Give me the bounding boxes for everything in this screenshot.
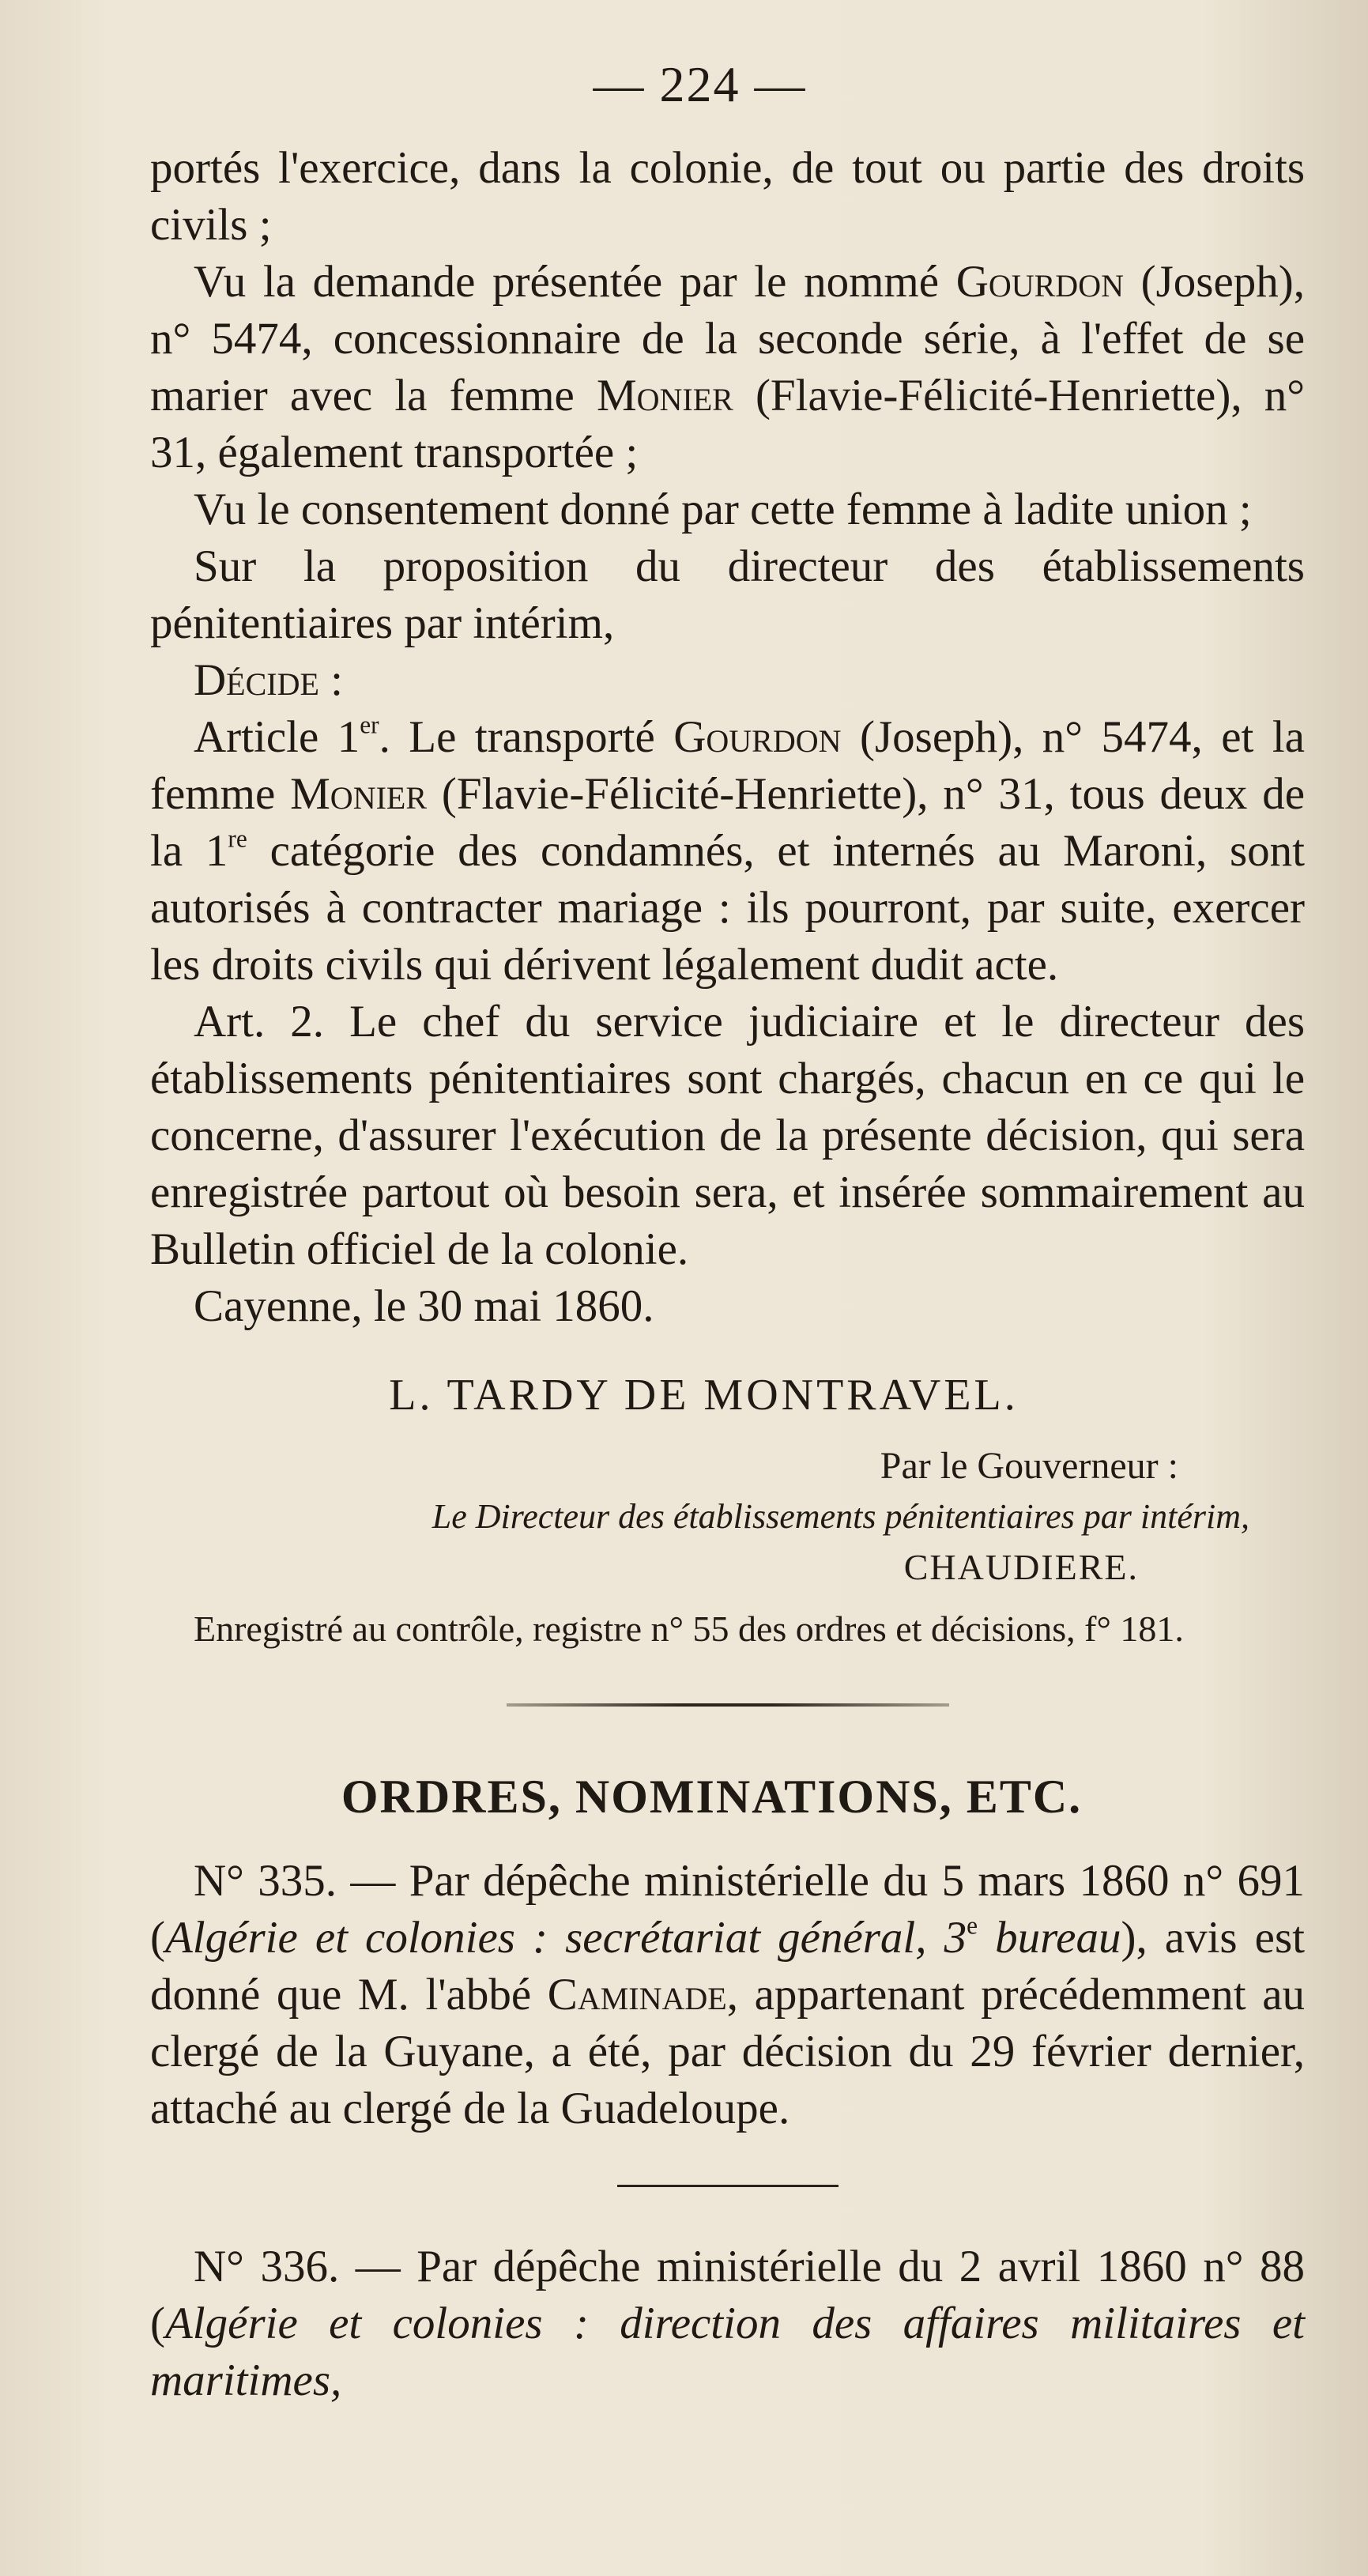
paragraph-continuation: portés l'exercice, dans la colonie, de tout ou partie des droits civils ; [150, 143, 1305, 250]
entry-335: N° 335. — Par dépêche ministérielle du 5 mars 1860 n° 691 (Algérie et colonies : secrétariat général, 3e bureau), avis est donné que M. l'abbé Caminade, appartenant précédemment au clergé de la Guyane, a été, par décision du 29 février dernier, attaché au clergé de la Guadeloupe. [150, 1856, 1306, 2133]
surname-gourdon: Gourdon [955, 257, 1124, 307]
surname-caminade: Caminade [547, 1970, 727, 2020]
date-line: Cayenne, le 30 mai 1860. [194, 1281, 654, 1331]
section-divider [507, 1703, 949, 1707]
par-le-gouverneur: Par le Gouverneur : [880, 1445, 1178, 1487]
section-heading: ORDRES, NOMINATIONS, ETC. [341, 1771, 1083, 1823]
director-title: Le Directeur des établissements pénitentiaires par intérim, [432, 1497, 1249, 1536]
surname-monier: Monier [290, 769, 428, 819]
registration-note: Enregistré au contrôle, registre n° 55 des ordres et décisions, f° 181. [194, 1609, 1184, 1649]
article-1: Article 1er. Le transporté Gourdon (Joseph), n° 5474, et la femme Monier (Flavie-Félicité-Henriette), n° 31, tous deux de la 1re catégorie des condamnés, et internés au Maroni, sont autorisés à contracter mariage : ils pourront, par suite, exercer les droits civils qui dérivent légalement dudit acte. [150, 711, 1305, 990]
paragraph-proposition: Sur la proposition du directeur des établissements pénitentiaires par intérim, [150, 541, 1305, 648]
page-number: — 224 — [593, 56, 807, 112]
decide-heading: Décide : [194, 655, 344, 705]
paragraph-vu-consentement: Vu le consentement donné par cette femme à ladite union ; [194, 485, 1252, 534]
director-name: CHAUDIERE. [903, 1547, 1139, 1587]
entry-336: N° 336. — Par dépêche ministérielle du 2 avril 1860 n° 88 (Algérie et colonies : direction des affaires militaires et maritimes, [150, 2242, 1305, 2405]
governor-signature: L. TARDY DE MONTRAVEL. [389, 1371, 1019, 1420]
surname-monier: Monier [596, 371, 733, 421]
surname-gourdon: Gourdon [673, 712, 842, 762]
article-2: Art. 2. Le chef du service judiciaire et le directeur des établissements pénitentiaires sont chargés, chacun en ce qui le concerne, d'assurer l'exécution de la présente décision, qui sera enregistrée partout où besoin sera, et insérée sommairement au Bulletin officiel de la colonie. [150, 997, 1305, 1274]
paragraph-vu-demande: Vu la demande présentée par le nommé Gourdon (Joseph), n° 5474, concessionnaire de la seconde série, à l'effet de se marier avec la femme Monier (Flavie-Félicité-Henriette), n° 31, également transportée ; [150, 257, 1305, 477]
entry-divider [617, 2185, 839, 2187]
